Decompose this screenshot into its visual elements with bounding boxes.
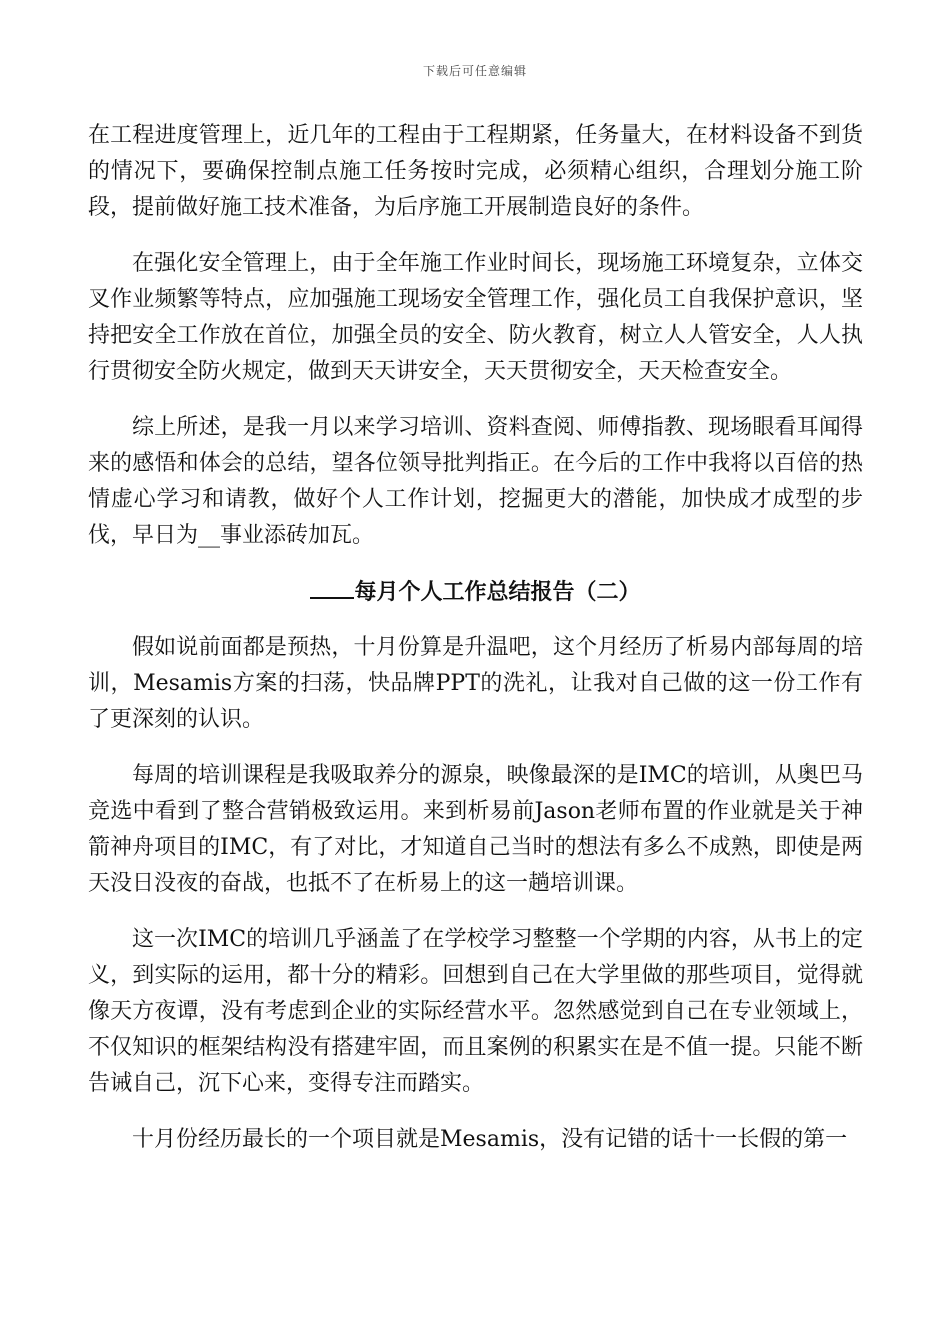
paragraph-summary: 综上所述，是我一月以来学习培训、资料查阅、师傅指教、现场眼看耳闻得来的感悟和体会的总结，望各位领导批判指正。在今后的工作中我将以百倍的热情虚心学习和请教，做好个人工作计划，挖掘更大的潜能，加快成才成型的步伐，早日为__事业添砖加瓦。 xyxy=(88,415,863,548)
title-blank-line xyxy=(310,575,354,599)
paragraph-mesamis-project: 十月份经历最长的一个项目就是Mesamis，没有记错的话十一长假的第一 xyxy=(132,1127,848,1152)
section-title xyxy=(88,574,863,610)
section-title-text: 每月个人工作总结报告（二） xyxy=(354,579,641,605)
paragraph-october-intro: 假如说前面都是预热，十月份算是升温吧，这个月经历了析易内部每周的培训，Mesamis方案的扫荡，快品牌PPT的洗礼，让我对自己做的这一份工作有了更深刻的认识。 xyxy=(88,635,863,732)
paragraph-progress-management: 在工程进度管理上，近几年的工程由于工程期紧，任务量大，在材料设备不到货的情况下，要确保控制点施工任务按时完成，必须精心组织，合理划分施工阶段，提前做好施工技术准备，为后序施工开展制造良好的条件。 xyxy=(88,123,863,220)
paragraph-safety-management: 在强化安全管理上，由于全年施工作业时间长，现场施工环境复杂，立体交叉作业频繁等特点，应加强施工现场安全管理工作，强化员工自我保护意识，坚持把安全工作放在首位，加强全员的安全、防火教育，树立人人管安全，人人执行贯彻安全防火规定，做到天天讲安全，天天贯彻安全，天天检查安全。 xyxy=(88,251,863,384)
paragraph-imc-training: 这一次IMC的培训几乎涵盖了在学校学习整整一个学期的内容，从书上的定义，到实际的运用，都十分的精彩。回想到自己在大学里做的那些项目，觉得就像天方夜谭，没有考虑到企业的实际经营水平。忽然感觉到自己在专业领域上，不仅知识的框架结构没有搭建牢固，而且案例的积累实在是不值一提。只能不断告诫自己，沉下心来，变得专注而踏实。 xyxy=(88,927,863,1096)
paragraph-weekly-training: 每周的培训课程是我吸取养分的源泉，映像最深的是IMC的培训，从奥巴马竞选中看到了整合营销极致运用。来到析易前Jason老师布置的作业就是关于神箭神舟项目的IMC，有了对比，才知道自己当时的想法有多么不成熟，即使是两天没日没夜的奋战，也抵不了在析易上的这一趟培训课。 xyxy=(88,763,863,896)
document-body xyxy=(88,118,863,1178)
page-header: 下载后可任意编辑 xyxy=(422,64,527,78)
